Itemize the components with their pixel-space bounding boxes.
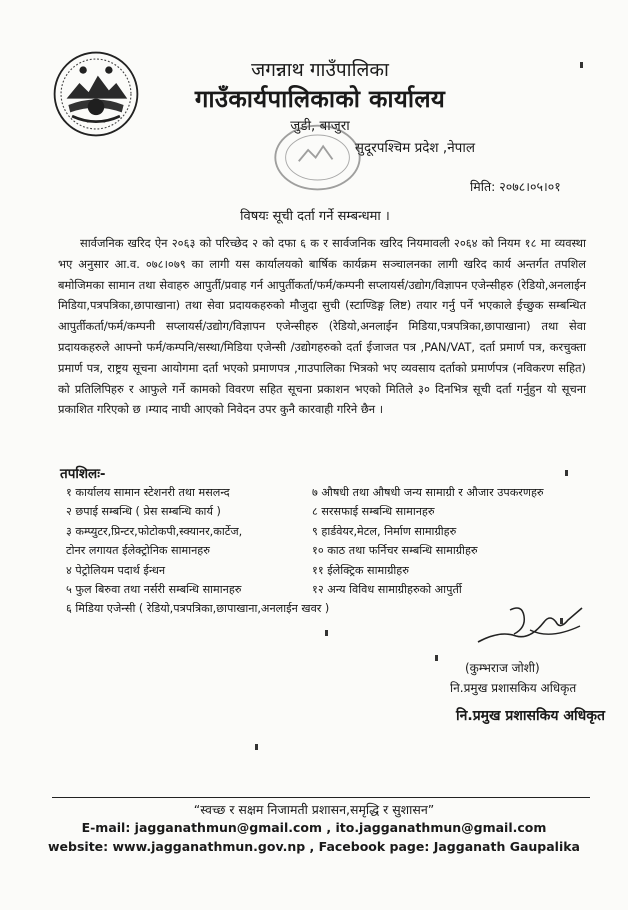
scan-speck — [435, 655, 438, 661]
handwritten-signature — [470, 600, 590, 652]
scan-speck — [580, 62, 583, 68]
list-item: ५ फुल बिरुवा तथा नर्सरी सम्बन्धि सामानहरु — [66, 583, 242, 597]
items-list-right — [312, 483, 602, 599]
list-item: २ छपाई सम्बन्धि ( प्रेस सम्बन्धि कार्य ) — [66, 505, 221, 519]
list-item: १० काठ तथा फर्निचर सम्बन्धि सामाग्रीहरु — [312, 544, 478, 558]
footer-motto: “स्वच्छ र सक्षम निजामती प्रशासन,समृद्धि र सुशासन” — [193, 802, 435, 817]
notice-body: सार्वजनिक खरिद ऐन २०६३ को परिच्छेद २ को दफा ६ क र सार्वजनिक खरिद नियमावली २०६४ को नियम १८ मा व्यवस्था भए अनुसार आ.व. ०७८।०७९ का लागी यस कार्यालयको बार्षिक कार्यक्रम सञ्चालनका लागी खरिद कार्य अन्तर्गत तपशिल बमोजिमका सामान तथा सेवाहरु आपुर्ती/प्रवाह गर्न आपुर्तीकर्ता/फर्म/कम्पनी सप्लायर्स/उद्योग/विज्ञापन एजेन्सीहरु (रेडियो,अनलाईन मिडिया,पत्रपत्रिका,छापाखाना) तथा सेवा प्रदायकहरुको मौजुदा सुची (स्टाण्डिङ्ग लिष्ट) तयार गर्नु पर्ने भएकाले ईच्छुक सम्बन्धित आपुर्तीकर्ता/फर्म/कम्पनी सप्लायर्स/उद्योग/विज्ञापन एजेन्सीहरु (रेडियो,अनलाईन मिडिया,पत्रपत्रिका,छापाखाना) तथा सेवा प्रदायकहरुले आफ्नो फर्म/कम्पनि/सस्था/मिडिया एजेन्सी /उद्योगहरुको दर्ता ईजाजत पत्र ,PAN/VAT, दर्ता प्रमार्ण पत्र, करचुक्ता प्रमार्ण पत्र, राष्ट्रय सूचना आयोगमा दर्ता भएको प्रमाणपत्र ,गाउपालिका भित्रको भए व्यवसाय दर्ताको प्रमार्णपत्र (नविकरण सहित) को प्रतिलिपिहरु र आफुले गर्ने कामको विवरण सहित सूचना प्रकाशन भएको मितिले ३० दिनभित्र सूची दर्ता गर्नुहुन यो सूचना प्रकाशित गरिएको छ ।म्याद नाघी आएको निवेदन उपर कुनै कारवाही गरिने छैन । — [58, 236, 586, 417]
office-seal-stamp — [270, 120, 365, 195]
scan-speck — [255, 744, 258, 750]
list-item: ११ ईलेक्ट्रिक सामाग्रीहरु — [312, 563, 409, 577]
scan-speck — [325, 630, 328, 636]
details-heading: तपशिलः- — [60, 466, 106, 482]
footer-website: website: www.jagganathmun.gov.np , Facebook page: Jagganath Gaupalika — [48, 839, 580, 854]
nepal-emblem-logo — [50, 48, 142, 140]
office-location: जुडी, बाजुरा — [290, 118, 350, 134]
list-item: ३ कम्प्युटर,प्रिन्टर,फोटोकपी,स्क्यानर,कार्टेज, — [66, 524, 243, 538]
list-item: ६ मिडिया एजेन्सी ( रेडियो,पत्रपत्रिका,छापाखाना,अनलाईन खवर ) — [66, 602, 330, 616]
footer-email: E-mail: jagganathmun@gmail.com , ito.jagganathmun@gmail.com — [81, 820, 547, 835]
signatory-stamp: नि.प्रमुख प्रशासकिय अधिकृत — [456, 708, 605, 724]
list-item: टोनर लगायत ईलेक्ट्रोनिक सामानहरु — [66, 544, 210, 558]
list-item: ८ सरसफाई सम्बन्धि सामानहरु — [312, 505, 435, 519]
list-item: ४ पेट्रोलियम पदार्थ ईन्धन — [66, 563, 166, 577]
issue-date: मिति: २०७८।०५।०१ — [470, 179, 561, 194]
office-name: गाउँकार्यपालिकाको कार्यालय — [194, 85, 446, 113]
signatory-name: (कुम्भराज जोशी) — [465, 661, 540, 675]
list-item: ९ हार्डवेयर,मेटल, निर्माण सामाग्रीहरु — [312, 524, 457, 538]
subject-line: विषयः सूची दर्ता गर्ने सम्बन्धमा । — [240, 209, 390, 224]
items-list-left — [66, 483, 330, 619]
footer-divider — [52, 797, 590, 798]
scan-speck — [565, 470, 568, 476]
signatory-title: नि.प्रमुख प्रशासकिय अधिकृत — [450, 681, 577, 695]
list-item: ७ औषधी तथा औषधी जन्य सामाग्री र औजार उपकरणहरु — [312, 486, 544, 499]
list-item: १ कार्यालय सामान स्टेशनरी तथा मसलन्द — [66, 486, 230, 499]
municipality-name: जगन्नाथ गाउँपालिका — [251, 59, 389, 81]
office-province: सुदूरपश्चिम प्रदेश ,नेपाल — [354, 140, 475, 156]
list-item: १२ अन्य विविध सामाग्रीहरुको आपुर्ती — [312, 583, 462, 597]
scan-speck — [560, 618, 563, 624]
